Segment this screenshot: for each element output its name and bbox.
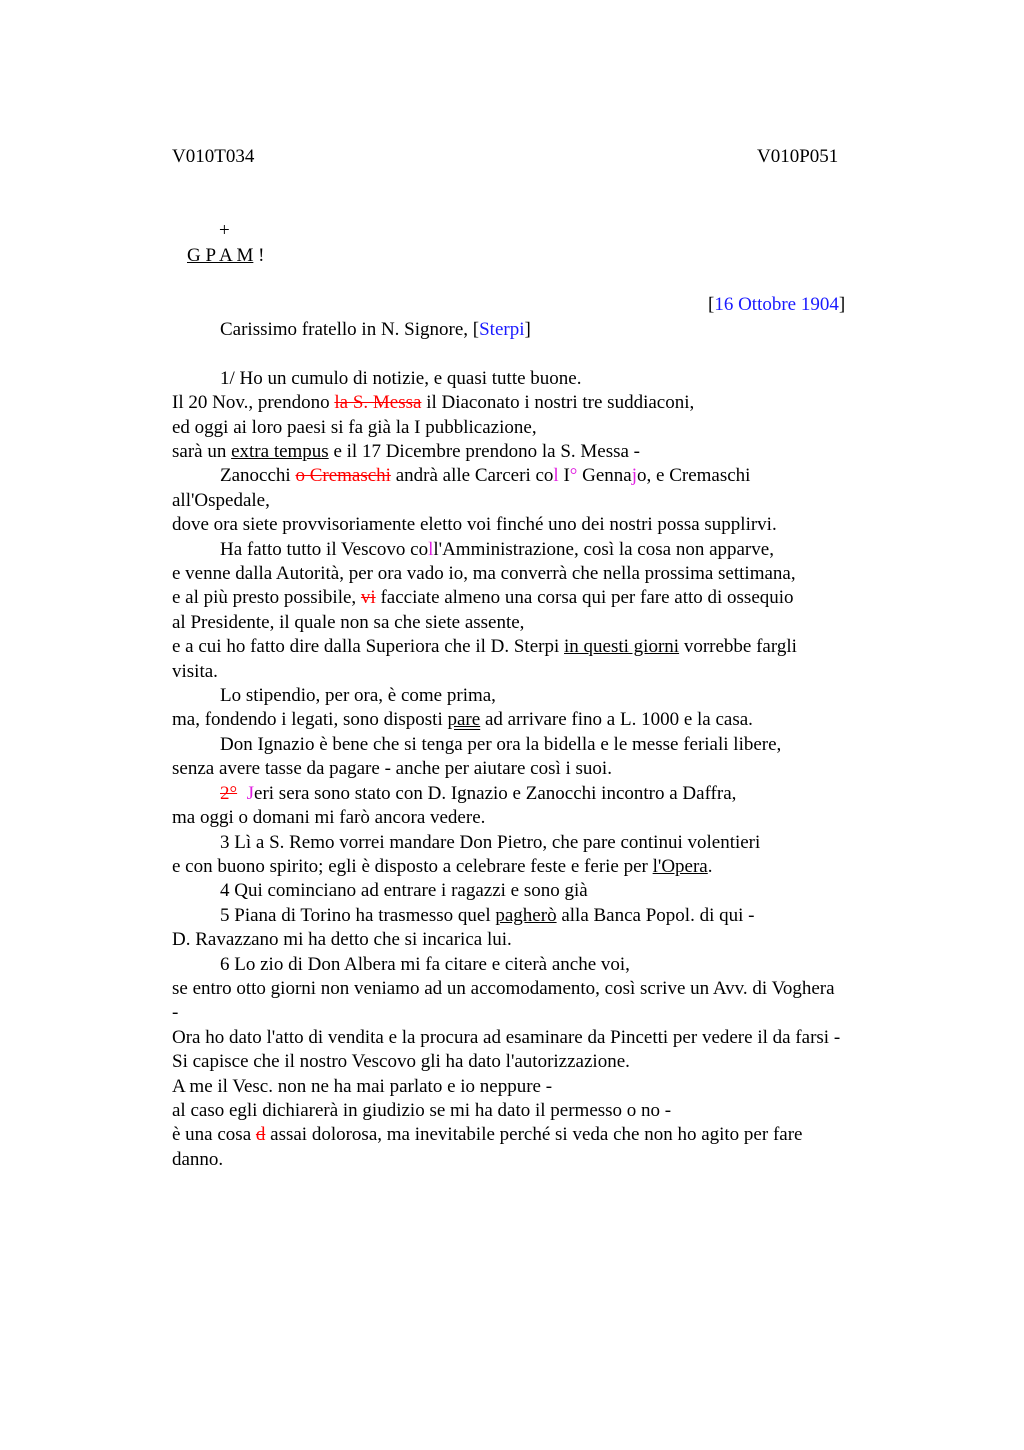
text-line: al Presidente, il quale non sa che siete assente,	[172, 611, 525, 633]
salutation	[172, 318, 912, 342]
double-underlined-text: pare	[447, 709, 481, 731]
text-line	[172, 391, 912, 415]
deleted-text: d	[255, 1124, 266, 1146]
text-line: D. Ravazzano mi ha detto che si incarica lui.	[172, 929, 512, 951]
text-span: e al più presto possibile,	[172, 587, 361, 609]
text-line: danno.	[172, 1148, 224, 1170]
text-line: se entro otto giorni non veniamo ad un accomodamento, così scrive un Avv. di Voghera	[172, 977, 835, 999]
inserted-text: °	[569, 465, 578, 487]
text-line: A me il Vesc. non ne ha mai parlato e io neppure -	[172, 1075, 553, 1097]
text-line	[172, 586, 912, 610]
text-line	[172, 464, 912, 488]
text-line: all'Ospedale,	[172, 489, 270, 511]
recipient-name: Sterpi	[479, 319, 525, 340]
salutation-text: Carissimo fratello in N. Signore,	[220, 319, 473, 340]
inserted-text: l	[553, 465, 559, 487]
text-line: 3 Lì a S. Remo vorrei mandare Don Pietro, che pare continui volentieri	[220, 831, 761, 853]
text-span: Genna	[577, 465, 632, 487]
text-line: ed oggi ai loro paesi si fa già la I pubblicazione,	[172, 416, 537, 438]
document-code-left: V010T034	[172, 146, 255, 167]
deleted-text: 2°	[220, 782, 238, 804]
deleted-text: vi	[360, 587, 376, 609]
text-span: e il 17 Dicembre prendono la S. Messa -	[328, 441, 641, 463]
text-line: Lo stipendio, per ora, è come prima,	[220, 685, 496, 707]
text-line: visita.	[172, 660, 218, 682]
inserted-text: l	[428, 538, 434, 560]
bracket-close: ]	[838, 294, 846, 315]
text-span: facciate almeno una corsa qui per fare atto di ossequio	[375, 587, 794, 609]
inserted-text: J	[246, 782, 255, 804]
text-line: dove ora siete provvisoriamente eletto voi finché uno dei nostri possa supplirvi.	[172, 514, 777, 536]
underlined-text: in questi giorni	[564, 636, 680, 658]
text-span: sarà un	[172, 441, 232, 463]
text-span: .	[707, 855, 713, 877]
bracket-close: ]	[524, 319, 531, 340]
text-span: ma, fondendo i legati, sono disposti	[172, 709, 448, 731]
inserted-text: j	[631, 465, 638, 487]
text-line: 4 Qui cominciano ad entrare i ragazzi e sono già	[220, 880, 588, 902]
bracket-open: [	[472, 319, 480, 340]
text-span: il Diaconato i nostri tre suddiaconi,	[421, 392, 695, 414]
text-span: o, e Cremaschi	[637, 465, 751, 487]
text-line	[172, 1123, 912, 1147]
motto-suffix: !	[253, 245, 265, 266]
underlined-text: l'Opera	[652, 855, 708, 877]
text-span: 5 Piana di Torino ha trasmesso quel	[220, 904, 496, 926]
text-span: l'Amministrazione, così la cosa non apparve,	[433, 538, 774, 560]
cross-symbol: +	[219, 220, 230, 241]
bracket-open: [	[708, 294, 715, 315]
text-span: Il 20 Nov., prendono	[172, 392, 335, 414]
underlined-text: pagherò	[495, 904, 557, 926]
text-line: 1/ Ho un cumulo di notizie, e quasi tutte buone.	[220, 367, 582, 389]
text-line: -	[172, 1002, 179, 1024]
text-line	[172, 855, 912, 879]
text-span: vorrebbe fargli	[679, 636, 797, 658]
text-span: assai dolorosa, ma inevitabile perché si veda che non ho agito per fare	[265, 1124, 803, 1146]
text-line	[172, 782, 912, 806]
date-text: 16 Ottobre 1904	[714, 294, 839, 315]
deleted-text: o Cremaschi	[295, 465, 391, 487]
motto	[187, 245, 264, 267]
text-line	[172, 440, 912, 464]
text-span: Ha fatto tutto il Vescovo co	[220, 538, 429, 560]
text-line	[172, 904, 912, 928]
text-span: è una cosa	[172, 1124, 256, 1146]
text-line: Ora ho dato l'atto di vendita e la procura ad esaminare da Pincetti per vedere il da farsi -	[172, 1026, 841, 1048]
text-span: ad arrivare fino a L. 1000 e la casa.	[480, 709, 753, 731]
document-code-right: V010P051	[757, 146, 839, 167]
underlined-text: extra tempus	[231, 441, 329, 463]
text-span: Zanocchi	[220, 465, 296, 487]
motto-text: G P A M	[187, 245, 254, 266]
text-span: andrà alle Carceri co	[390, 465, 554, 487]
text-line: al caso egli dichiarerà in giudizio se mi ha dato il permesso o no -	[172, 1099, 672, 1121]
text-line: Si capisce che il nostro Vescovo gli ha dato l'autorizzazione.	[172, 1051, 630, 1073]
text-line: senza avere tasse da pagare - anche per aiutare così i suoi.	[172, 758, 612, 780]
text-line: e venne dalla Autorità, per ora vado io, ma converrà che nella prossima settimana,	[172, 563, 796, 585]
text-span: e con buono spirito; egli è disposto a celebrare feste e ferie per	[172, 855, 653, 877]
text-line	[172, 635, 912, 659]
text-span: alla Banca Popol. di qui -	[556, 904, 755, 926]
text-line: Don Ignazio è bene che si tenga per ora la bidella e le messe feriali libere,	[220, 733, 782, 755]
text-span: eri sera sono stato con D. Ignazio e Zanocchi incontro a Daffra,	[254, 782, 737, 804]
text-span: e a cui ho fatto dire dalla Superiora che il D. Sterpi	[172, 636, 565, 658]
text-line: 6 Lo zio di Don Albera mi fa citare e citerà anche voi,	[220, 953, 630, 975]
text-line	[172, 538, 912, 562]
letter-date	[708, 294, 845, 316]
text-line	[172, 708, 912, 732]
letter-body	[172, 318, 912, 1172]
text-line: ma oggi o domani mi farò ancora vedere.	[172, 807, 486, 829]
text-span	[237, 783, 247, 804]
deleted-text: la S. Messa	[334, 392, 422, 414]
text-span: I	[558, 465, 570, 487]
